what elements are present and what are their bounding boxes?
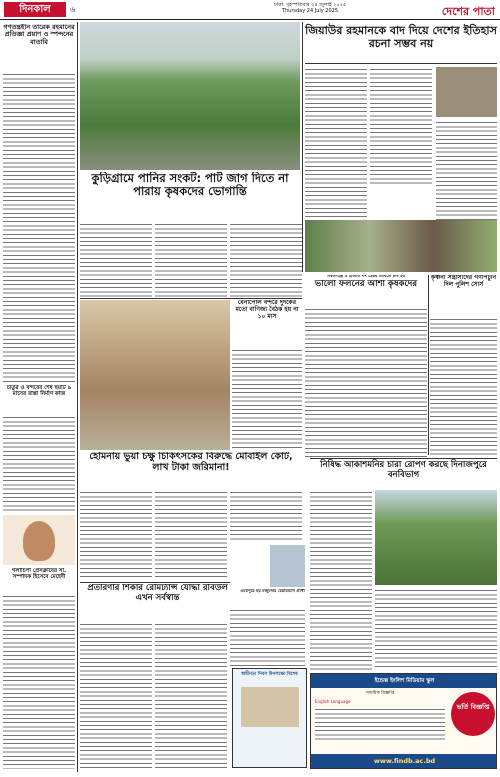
doctor-body-col2	[155, 490, 227, 580]
admission-badge: ভর্তি বিজ্ঞপ্তি	[451, 692, 495, 736]
section-title: দেশের পাতা	[441, 5, 495, 18]
benapole-headline: বেনাপোল বন্দরে দুদকের মতো বাণিজ্য বৈঠক হয় না ১০ মাস	[235, 300, 299, 320]
school-ad-sub: সাময়িক বিজ্ঞপ্তি	[365, 691, 395, 696]
rally-photo-large	[305, 220, 497, 272]
dateline	[255, 2, 365, 14]
crops-body	[305, 307, 427, 457]
school-ad-details	[315, 707, 445, 741]
benapole-body	[232, 348, 302, 450]
right-top-story-headline: জিয়াউর রহমানকে বাদ দিয়ে দেশের ইতিহাস রচনা সম্ভব নয়	[305, 24, 497, 50]
portrait-face-icon	[23, 521, 55, 561]
right-top-story-headline-box	[305, 22, 497, 64]
column-rule-right-mid	[428, 275, 429, 455]
press-club-headline-box	[3, 568, 75, 592]
police-body	[430, 317, 497, 457]
press-club-headline: গলাচিপা প্রেসক্লাবের সা. সম্পাদক হিসেবে মেহেদী	[11, 568, 67, 581]
horizontal-rule-kurigram	[80, 298, 302, 299]
chairman-caption-box	[240, 589, 305, 605]
saplings-body-col1	[310, 490, 372, 670]
remittance-body-col2	[155, 622, 227, 770]
masthead	[0, 0, 500, 20]
promo-ad	[232, 668, 307, 768]
right-top-body-col3	[436, 120, 497, 220]
chairman-portrait	[270, 545, 305, 587]
doctor-body-col1	[80, 490, 152, 580]
police-headline: কৃষ্ণনী সন্ত্রাসীদের গণপিটুনি দিল পুলিশ সোর্স	[430, 275, 497, 288]
right-top-body-col2	[370, 67, 432, 187]
remittance-headline: প্রতারণার শিকার রেমিট্যান্স যোদ্ধা রবিউল এখন সর্বস্বান্ত	[87, 584, 228, 603]
newspaper-logo: দিনকাল	[4, 2, 66, 17]
left-top-story-headline: গণতন্ত্রহীন তারেক রহমানের প্রতিজ্ঞা প্রয়াণ ও স্পন্দনের বাতাবি	[3, 24, 75, 46]
left-top-story-headline-box	[3, 24, 75, 70]
press-club-body	[3, 594, 75, 769]
doctor-body-col3	[230, 490, 302, 540]
crops-headline: ভালো ফলনের আশা কৃষকদের	[314, 278, 418, 289]
promo-ad-text: স্বাধীনতা দিবস উপলক্ষ্যে বিশেষ	[241, 672, 298, 677]
doctor-headline: হোমনায় ভুয়া চক্ষু চিকিৎসকের বিরুদ্ধে মোবাইল কোর্ট, লাখ টাকা জরিমানা!	[89, 452, 293, 473]
press-club-portrait	[3, 515, 75, 565]
chairman-caption: ওমরপুরে হয় মজুমদার চেয়ারম্যান প্রার্থী	[240, 589, 305, 593]
left-mid-story-headline-box	[3, 385, 75, 413]
doctor-headline-box	[80, 452, 302, 488]
right-top-body-col1	[305, 67, 367, 217]
school-admission-ad	[310, 673, 497, 769]
remittance-body-col3	[230, 608, 305, 668]
horizontal-rule-remittance	[80, 582, 230, 583]
clinic-photo	[80, 300, 230, 450]
jute-field-photo	[80, 22, 300, 170]
page-number: ৬	[70, 5, 76, 14]
left-mid-story-body	[3, 415, 75, 511]
kurigram-headline: কুড়িগ্রামে পানির সংকট: পাট জাগ দিতে না পারায় কৃষকদের ভোগান্তি	[91, 172, 289, 199]
remittance-headline-box	[80, 584, 235, 620]
school-ad-lang: English Language	[315, 699, 351, 704]
saplings-headline-box	[310, 458, 497, 488]
kurigram-body-col1	[80, 222, 152, 297]
school-ad-url[interactable]: www.findb.ac.bd	[311, 754, 497, 768]
benapole-headline-box	[232, 300, 302, 346]
saplings-headline: নিষিদ্ধ আকাশমনির চারা রোপণ করছে দিনাজপুরে বনবিভাগ	[320, 460, 487, 480]
left-top-story-body	[3, 72, 75, 382]
column-rule-center-top	[302, 22, 303, 272]
left-mid-story-headline: চাতুর ও বন্দরের শেষ ছয়টি ৯ মাসের রাস্তা নির্মাণ কাজ	[6, 385, 72, 398]
saplings-body-col2	[375, 588, 497, 670]
column-rule-left	[77, 22, 78, 772]
promo-ad-image	[241, 687, 299, 727]
sapling-planting-photo	[375, 490, 497, 585]
date-bengali: ঢাকা: বৃহস্পতিবার ২৪ জুলাই ২০২৫	[273, 2, 347, 8]
kurigram-body-col2	[155, 222, 227, 297]
police-headline-box	[430, 275, 497, 315]
crops-kicker: ঈশ্বরগঞ্জে ৫ হাজার ৭৭ হেক্টর জমিতে চাষ হয়	[327, 275, 405, 279]
date-english: Thursday 24 July 2025	[281, 8, 339, 14]
kurigram-body-col3	[230, 222, 302, 297]
kurigram-headline-box	[80, 172, 300, 220]
crops-headline-box	[305, 275, 427, 305]
school-ad-title: ইন্ডেক্স ইংলিশ মিডিয়াম স্কুল	[311, 674, 497, 688]
rally-photo-small	[436, 67, 497, 117]
remittance-body-col1	[80, 622, 152, 770]
